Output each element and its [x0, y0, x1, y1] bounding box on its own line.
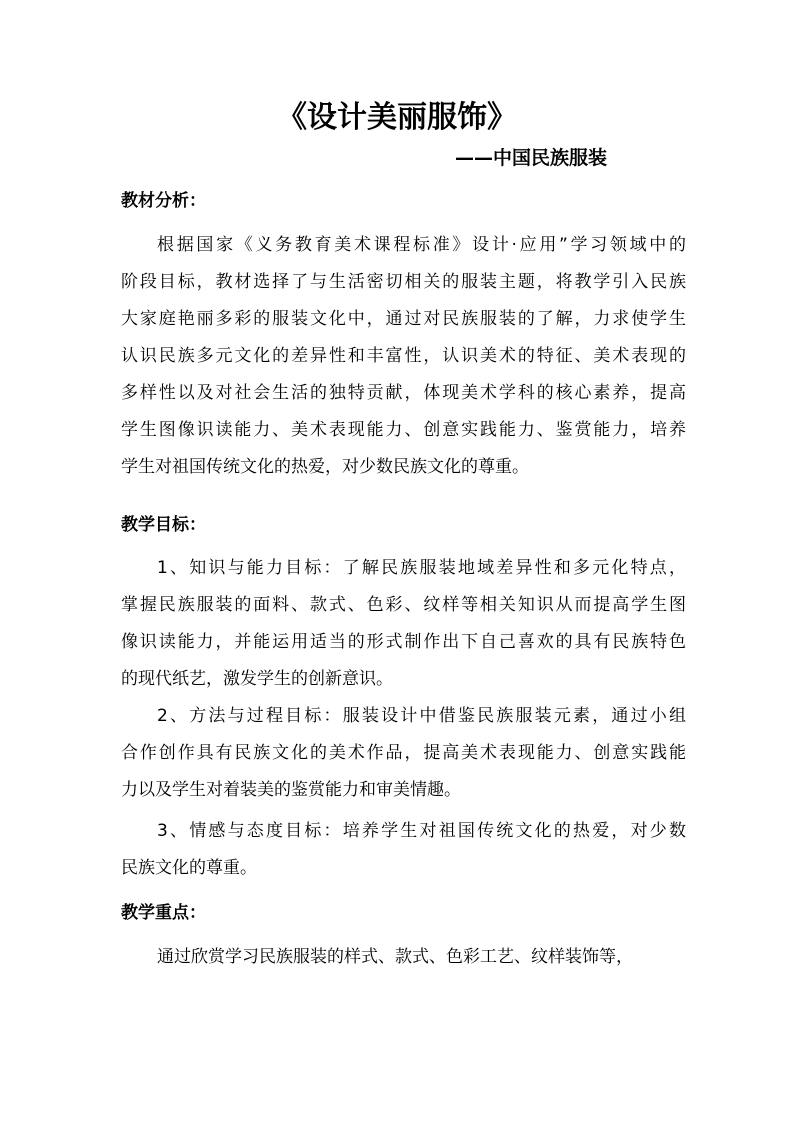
teaching-goal-3: [121, 813, 686, 887]
section-heading: 教学目标：: [121, 515, 206, 535]
text-line: 阶段目标，教材选择了与生活密切相关的服装主题，将教学引入民族: [121, 272, 686, 292]
document-subtitle: ——中国民族服装: [455, 147, 608, 169]
text-line: 多样性以及对社会生活的独特贡献，体现美术学科的核心素养，提高: [121, 383, 686, 403]
text-line: 认识民族多元文化的差异性和丰富性，认识美术的特征、美术表现的: [121, 346, 686, 366]
teaching-goal-2: [121, 698, 686, 809]
section-material-analysis: [121, 186, 686, 216]
text-line: 1、知识与能力目标：了解民族服装地域差异性和多元化特点，: [157, 558, 686, 578]
text-line: 力以及学生对着装美的鉴赏能力和审美情趣。: [121, 780, 461, 800]
material-analysis-paragraph: [121, 227, 686, 486]
section-teaching-focus: [121, 898, 686, 928]
section-teaching-goals: [121, 510, 686, 540]
text-line: 通过欣赏学习民族服装的样式、款式、色彩工艺、纹样装饰等，: [157, 947, 633, 967]
text-line: 大家庭艳丽多彩的服装文化中，通过对民族服装的了解，力求使学生: [121, 309, 686, 329]
document-title: 《设计美丽服饰》: [277, 100, 517, 135]
section-heading: 教学重点：: [121, 903, 206, 923]
section-heading: 教材分析：: [121, 191, 206, 211]
text-line: 学生图像识读能力、美术表现能力、创意实践能力、鉴赏能力，培养: [121, 420, 686, 440]
text-line: 合作创作具有民族文化的美术作品，提高美术表现能力、创意实践能: [121, 743, 686, 763]
text-line: 2、方法与过程目标：服装设计中借鉴民族服装元素，通过小组: [157, 706, 686, 726]
text-line: 学生对祖国传统文化的热爱，对少数民族文化的尊重。: [121, 457, 529, 477]
text-line: 像识读能力，并能运用适当的形式制作出下自己喜欢的具有民族特色: [121, 632, 686, 652]
text-line: 的现代纸艺，激发学生的创新意识。: [121, 669, 393, 689]
text-line: 民族文化的尊重。: [121, 858, 257, 878]
teaching-goal-1: [121, 550, 686, 698]
text-line: 3、情感与态度目标：培养学生对祖国传统文化的热爱，对少数: [157, 821, 686, 841]
text-line: 掌握民族服装的面料、款式、色彩、纹样等相关知识从而提高学生图: [121, 595, 686, 615]
text-line: 根据国家《义务教育美术课程标准》设计·应用”学习领域中的: [157, 235, 686, 255]
teaching-focus-paragraph: [121, 939, 686, 976]
